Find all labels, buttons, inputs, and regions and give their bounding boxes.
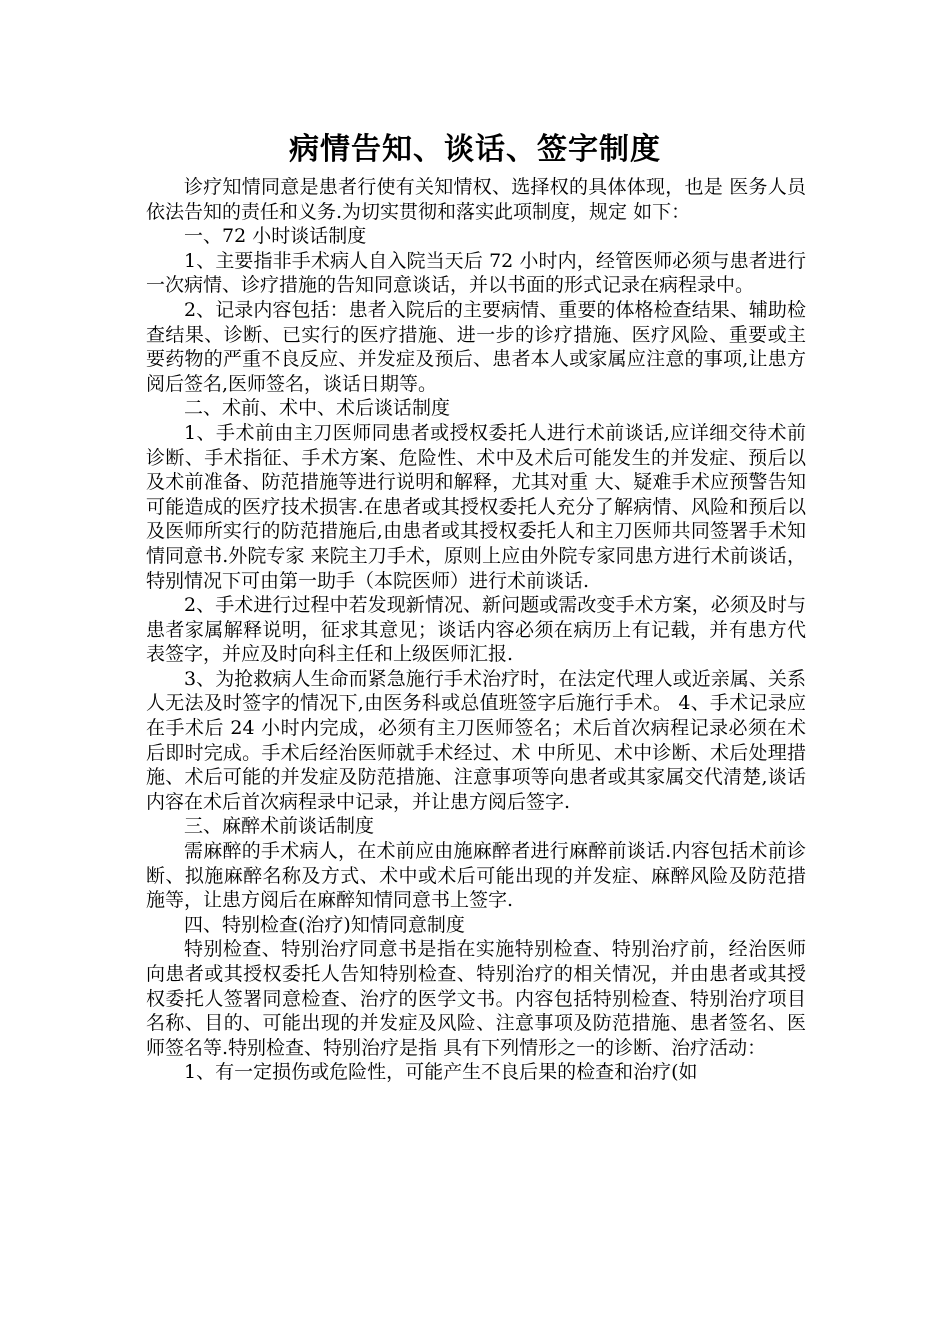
document-title: 病情告知、谈话、签字制度: [289, 132, 661, 167]
section-heading-special: 四、特别检查(治疗)知情同意制度: [184, 913, 465, 936]
paragraph: 1、手术前由主刀医师同患者或授权委托人进行术前谈话,应详细交待术前诊断、手术指征、手术方案、危险性、术中及术后可能发生的并发症、预后以及术前准备、防范措施等进行说明和解释，尤其对重 大、疑难手术应预警告知可能造成的医疗技术损害.在患者或其授权委托人充分了解病情、风险和预后以及医师所实行的防范措施后,由患者或其授权委托人和主刀医师共同签署手术知情同意书.外院专家 来院主刀手术，原则上应由外院专家同患方进行术前谈话，特别情况下可由第一助手（本院医师）进行术前谈话.: [146, 421, 806, 592]
paragraph: 2、记录内容包括：患者入院后的主要病情、重要的体格检查结果、辅助检查结果、诊断、已实行的医疗措施、进一步的诊疗措施、医疗风险、重要或主要药物的严重不良反应、并发症及预后、患者本人或家属应注意的事项,让患方阅后签名,医师签名，谈话日期等。: [146, 298, 806, 395]
paragraph: 特别检查、特别治疗同意书是指在实施特别检查、特别治疗前，经治医师向患者或其授权委托人告知特别检查、特别治疗的相关情况，并由患者或其授权委托人签署同意检查、治疗的医学文书。内容包括特别检查、特别治疗项目名称、目的、可能出现的并发症及风险、注意事项及防范措施、患者签名、医师签名等.特别检查、特别治疗是指 具有下列情形之一的诊断、治疗活动：: [146, 938, 806, 1059]
paragraph: 1、有一定损伤或危险性，可能产生不良后果的检查和治疗(如: [184, 1061, 698, 1084]
paragraph: 3、为抢救病人生命而紧急施行手术治疗时，在法定代理人或近亲属、关系人无法及时签字的情况下,由医务科或总值班签字后施行手术。 4、手术记录应在手术后 24 小时内完成，必须有主刀医师签名；术后首次病程记录必须在术后即时完成。手术后经治医师就手术经过、术 中所见、术中诊断、术后处理措施、术后可能的并发症及防范措施、注意事项等向患者或其家属交代清楚,谈话内容在术后首次病程录中记录，并让患方阅后签字.: [146, 667, 806, 813]
section-heading-anesthesia: 三、麻醉术前谈话制度: [184, 815, 375, 838]
paragraph: 需麻醉的手术病人，在术前应由施麻醉者进行麻醉前谈话.内容包括术前诊断、拟施麻醉名称及方式、术中或术后可能出现的并发症、麻醉风险及防范措施等，让患方阅后在麻醉知情同意书上签字.: [146, 840, 806, 912]
section-heading-72h: 一、72 小时谈话制度: [184, 225, 367, 248]
paragraph: 1、主要指非手术病人自入院当天后 72 小时内，经管医师必须与患者进行一次病情、诊疗措施的告知同意谈话，并以书面的形式记录在病程录中。: [146, 249, 806, 297]
paragraph-intro: 诊疗知情同意是患者行使有关知情权、选择权的具体体现，也是 医务人员依法告知的责任和义务.为切实贯彻和落实此项制度，规定 如下：: [146, 176, 806, 223]
paragraph: 2、手术进行过程中若发现新情况、新问题或需改变手术方案，必须及时与患者家属解释说明，征求其意见；谈话内容必须在病历上有记载，并有患方代表签字，并应及时向科主任和上级医师汇报.: [146, 594, 806, 666]
document-body: [146, 175, 806, 1085]
section-heading-surgery: 二、术前、术中、术后谈话制度: [184, 397, 451, 420]
